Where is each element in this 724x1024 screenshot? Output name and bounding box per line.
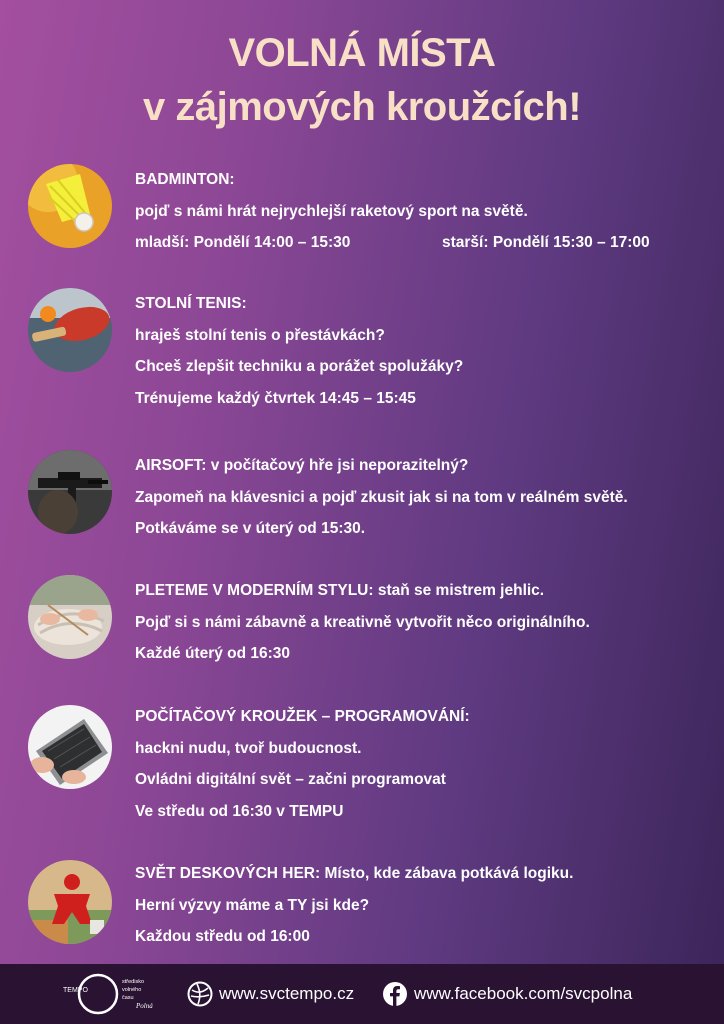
section-schedule: Ve středu od 16:30 v TEMPU: [135, 802, 344, 820]
facebook-icon: [382, 981, 408, 1007]
section-line: Pojď si s námi zábavně a kreativně vytvořit něco originálního.: [135, 613, 590, 631]
section-line: Herní výzvy máme a TY jsi kde?: [135, 896, 370, 914]
title-line-1: VOLNÁ MÍSTA: [228, 31, 496, 75]
section-line: Chceš zlepšit techniku a porážet spolužáky?: [135, 358, 464, 375]
logo-tagline-2: volného: [122, 987, 142, 993]
schedule-older: starší: Pondělí 15:30 – 17:00: [442, 234, 650, 251]
schedule-younger: mladší: Pondělí 14:00 – 15:30: [135, 234, 351, 251]
section-text: [135, 858, 714, 953]
shuttlecock-icon: [28, 164, 112, 248]
section-schedule: Trénujeme každý čtvrtek 14:45 – 15:45: [135, 389, 416, 407]
section-heading: PLETEME V MODERNÍM STYLU: staň se mistrem jehlic.: [135, 582, 545, 599]
schedule-row: [135, 227, 714, 259]
section-text: [135, 164, 714, 259]
board-game-icon: [28, 860, 112, 944]
section-line: pojď s námi hrát nejrychlejší raketový sport na světě.: [135, 202, 528, 220]
laptop-icon: [28, 705, 112, 789]
section-heading: AIRSOFT: v počítačový hře jsi neporazitelný?: [135, 457, 469, 474]
page-title: [0, 26, 724, 134]
section-schedule: Potkáváme se v úterý od 15:30.: [135, 520, 366, 537]
section-text: [135, 450, 714, 545]
footer: [0, 964, 724, 1024]
logo-tagline-1: středisko: [122, 979, 145, 985]
facebook-link[interactable]: [382, 980, 632, 1008]
section-text: [135, 288, 714, 414]
title-line-2: v zájmových kroužcích!: [142, 85, 582, 129]
logo-name: TEMPO: [63, 987, 88, 994]
knitting-icon: [28, 575, 112, 659]
section-line: hackni nudu, tvoř budoucnost.: [135, 739, 362, 757]
website-text: www.svctempo.cz: [219, 984, 355, 1003]
section-text: [135, 701, 714, 827]
logo-tagline-3: času: [122, 995, 134, 1001]
section-line: hraješ stolní tenis o přestávkách?: [135, 326, 385, 344]
airsoft-icon: [28, 450, 112, 534]
section-heading: POČÍTAČOVÝ KROUŽEK – PROGRAMOVÁNÍ:: [135, 708, 470, 725]
website-link[interactable]: [187, 980, 354, 1008]
tempo-logo: [58, 966, 168, 1022]
section-line: Zapomeň na klávesnici a pojď zkusit jak si na tom v reálném světě.: [135, 488, 628, 506]
table-tennis-icon: [28, 288, 112, 372]
section-heading: BADMINTON:: [135, 171, 235, 188]
section-text: [135, 575, 714, 670]
logo-signature: Polná: [136, 1002, 153, 1010]
section-schedule: Každé úterý od 16:30: [135, 645, 291, 662]
section-schedule: Každou středu od 16:00: [135, 928, 310, 945]
section-line: Ovládni digitální svět – začni programovat: [135, 771, 446, 788]
facebook-text: www.facebook.com/svcpolna: [414, 984, 633, 1003]
section-heading: SVĚT DESKOVÝCH HER: Místo, kde zábava potkává logiku.: [135, 865, 574, 882]
section-heading: STOLNÍ TENIS:: [135, 295, 247, 312]
globe-icon: [187, 981, 213, 1007]
